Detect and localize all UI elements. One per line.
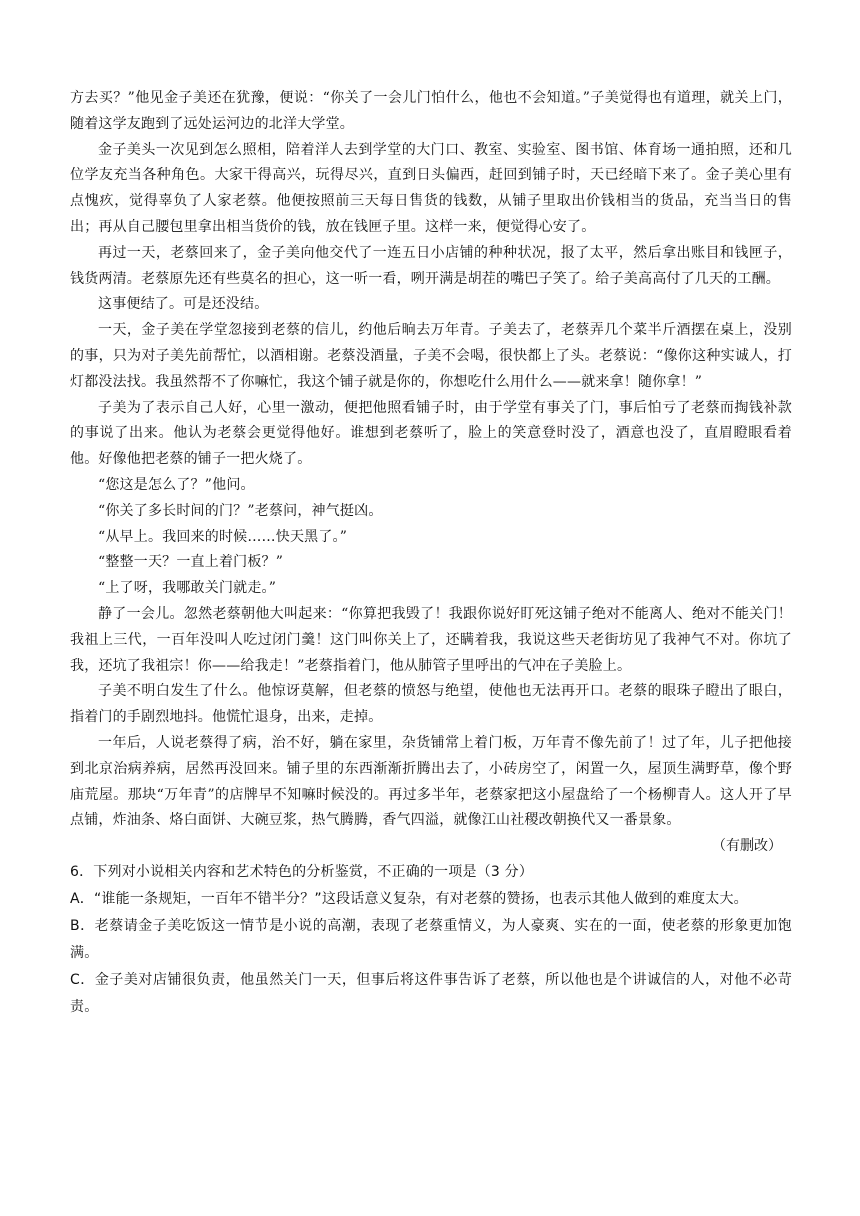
paragraph-1: 方去买？”他见金子美还在犹豫，便说：“你关了一会儿门怕什么，他也不会知道。”子美觉得也有道理，就关上门，随着这学友跑到了远处运河边的北洋大学堂。: [70, 90, 792, 132]
document-page: [70, 86, 792, 1021]
dialogue-line-2: “你关了多长时间的门？”老蔡问，神气挺凶。: [98, 502, 383, 519]
option-a: A．“谁能一条规矩，一百年不错半分？”这段话意义复杂，有对老蔡的赞扬，也表示其他人做到的难度太大。: [70, 890, 748, 907]
paragraph-7: 静了一会儿。忽然老蔡朝他大叫起来：“你算把我毁了！我跟你说好盯死这铺子绝对不能离人、绝对不能关门！我祖上三代，一百年没叫人吃过闭门羹！这门叫你关上了，还瞒着我，我说这些天老街坊见了我神气不对。你坑了我，还坑了我祖宗！你——给我走！”老蔡指着门，他从肺管子里呼出的气冲在子美脸上。: [70, 605, 792, 674]
dialogue-line-4: “整整一天？一直上着门板？”: [98, 554, 284, 571]
dialogue-line-5: “上了呀，我哪敢关门就走。”: [98, 580, 277, 597]
paragraph-2: 金子美头一次见到怎么照相，陪着洋人去到学堂的大门口、教室、实验室、图书馆、体育场一通拍照，还和几位学友充当各种角色。大家干得高兴，玩得尽兴，直到日头偏西，赶回到铺子时，天已经暗下来了。金子美心里有点愧疚，觉得辜负了人家老蔡。他便按照前三天每日售货的钱数，从铺子里取出价钱相当的货品，充当当日的售出；再从自己腰包里拿出相当货价的钱，放在钱匣子里。这样一来，便觉得心安了。: [70, 141, 792, 235]
edit-note: （有删改）: [712, 838, 782, 855]
option-c: C．金子美对店铺很负责，他虽然关门一天，但事后将这件事告诉了老蔡，所以他也是个讲诚信的人，对他不必苛责。: [70, 971, 792, 1015]
dialogue-line-3: “从早上。我回来的时候……快天黑了。”: [98, 528, 348, 545]
dialogue-line-1: “您这是怎么了？”他问。: [98, 476, 255, 493]
option-b: B．老蔡请金子美吃饭这一情节是小说的高潮，表现了老蔡重情义，为人豪爽、实在的一面，使老蔡的形象更加饱满。: [70, 917, 792, 961]
paragraph-9: 一年后，人说老蔡得了病，治不好，躺在家里，杂货铺常上着门板，万年青不像先前了！过了年，儿子把他接到北京治病养病，居然再没回来。铺子里的东西渐渐折腾出去了，小砖房空了，闲置一久，屋顶生满野草，像个野庙荒屋。那块“万年青”的店牌早不知嘛时候没的。再过多半年，老蔡家把这小屋盘给了一个杨柳青人。这人开了早点铺，炸油条、烙白面饼、大碗豆浆，热气腾腾，香气四溢，就像江山社稷改朝换代又一番景象。: [70, 734, 792, 829]
paragraph-8: 子美不明白发生了什么。他惊讶莫解，但老蔡的愤怒与绝望，使他也无法再开口。老蔡的眼珠子瞪出了眼白，指着门的手剧烈地抖。他慌忙退身，出来，走掉。: [70, 683, 792, 726]
paragraph-3: 再过一天，老蔡回来了，金子美向他交代了一连五日小店铺的种种状况，报了太平，然后拿出账目和钱匣子，钱货两清。老蔡原先还有些莫名的担心，这一听一看，咧开满是胡茬的嘴巴子笑了。给子美高高付了几天的工酬。: [70, 244, 792, 287]
paragraph-4: 这事便结了。可是还没结。: [98, 296, 269, 313]
paragraph-5: 一天，金子美在学堂忽接到老蔡的信儿，约他后晌去万年青。子美去了，老蔡弄几个菜半斤酒摆在桌上，没别的事，只为对子美先前帮忙，以酒相谢。老蔡没酒量，子美不会喝，很快都上了头。老蔡说：“像你这种实诚人，打灯都没法找。我虽然帮不了你嘛忙，我这个铺子就是你的，你想吃什么用什么——就来拿！随你拿！”: [70, 322, 792, 390]
paragraph-6: 子美为了表示自己人好，心里一激动，便把他照看铺子时，由于学堂有事关了门，事后怕亏了老蔡而掏钱补款的事说了出来。他认为老蔡会更觉得他好。谁想到老蔡听了，脸上的笑意登时没了，酒意也没了，直眉瞪眼看着他。好像他把老蔡的铺子一把火烧了。: [70, 399, 792, 468]
question-stem: 6．下列对小说相关内容和艺术特色的分析鉴赏，不正确的一项是（3 分）: [70, 863, 534, 880]
